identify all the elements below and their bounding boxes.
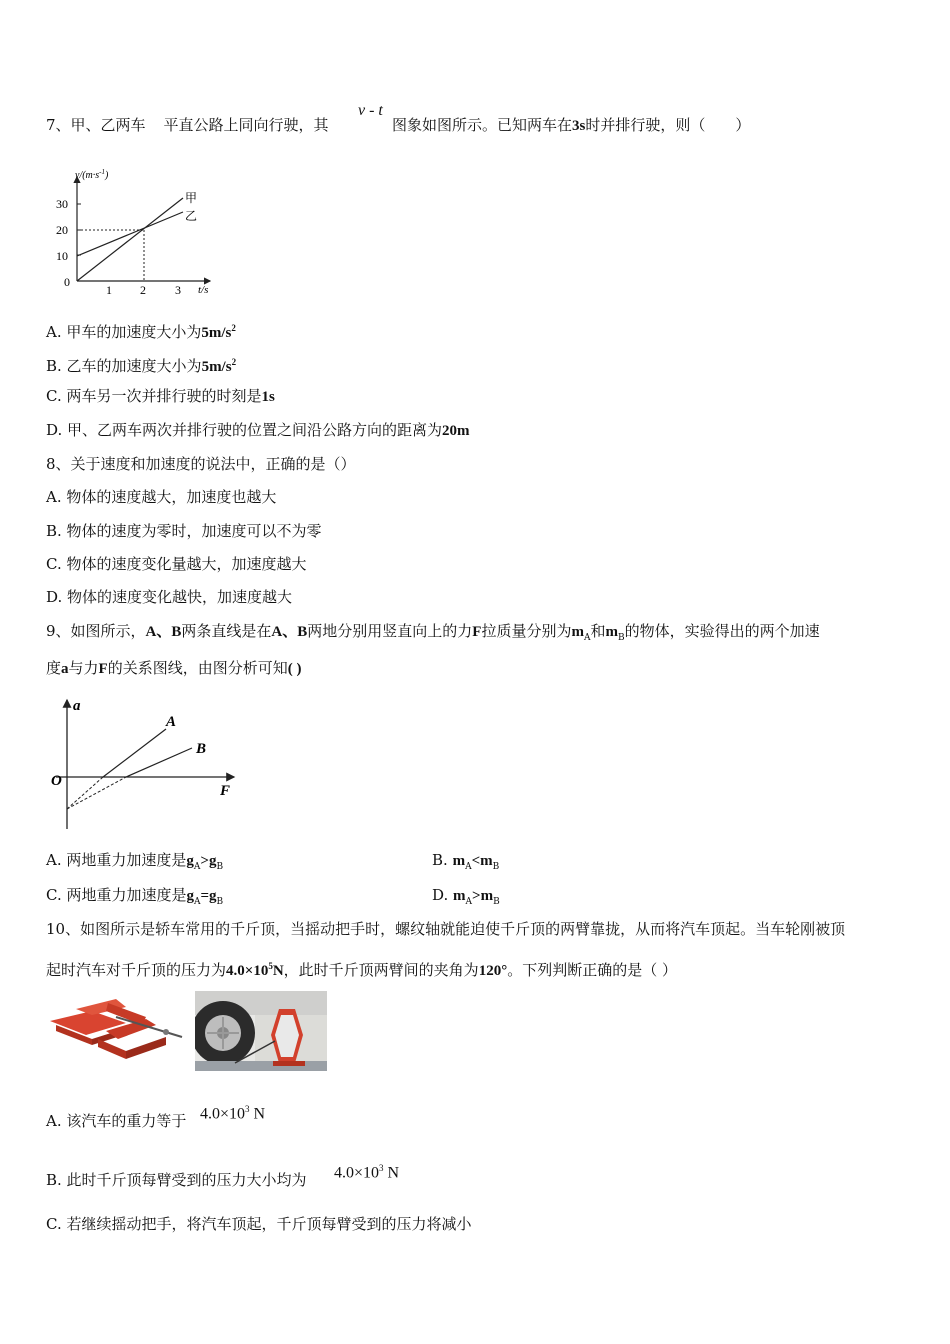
q8-option-a: A. 物体的速度越大，加速度也越大 bbox=[46, 488, 277, 506]
q7-line-jia bbox=[77, 198, 183, 281]
q7-vt-label: v - t bbox=[358, 102, 383, 119]
q9-line-b-dashed bbox=[67, 777, 126, 809]
q7-option-d: D. 甲、乙两车两次并排行驶的位置之间沿公路方向的距离为20m bbox=[46, 421, 470, 439]
q9-option-b: B. $m_A<m_B$ bbox=[432, 851, 500, 872]
q10-stem-line2: 起时汽车对千斤顶的压力为$4.0\times 10^5N$，此时千斤顶两臂间的夹角为120°。下列判断正确的是（ ） bbox=[46, 961, 677, 979]
q10-option-a: A. 该汽车的重力等于 bbox=[46, 1112, 187, 1130]
q7-ytick-20: 20 bbox=[56, 223, 68, 237]
q7-label-jia: 甲 bbox=[185, 191, 198, 205]
q9-stem-line1: 9、如图所示，A、B两条直线是在A、B两地分别用竖直向上的力F拉质量分别为$m_A$和$m_B$的物体，实验得出的两个加速 bbox=[46, 622, 820, 643]
q7-line-yi bbox=[77, 212, 183, 256]
q9-line-b-label: B bbox=[196, 741, 207, 757]
q9-option-a: A. 两地重力加速度是$g_A>g_B$ bbox=[46, 851, 224, 872]
q8-option-c: C. 物体的速度变化量越大，加速度越大 bbox=[46, 555, 307, 573]
q7-option-c: C. 两车另一次并排行驶的时刻是1s bbox=[46, 387, 275, 405]
q9-line-a-label: A bbox=[166, 714, 177, 730]
jack-photo bbox=[46, 995, 186, 1069]
q10-option-a-value: $4.0\times 10^3$ N bbox=[200, 1104, 266, 1123]
q9-line-a bbox=[103, 729, 166, 777]
q7-ytick-0: 0 bbox=[64, 275, 70, 289]
q9-line-a-dashed bbox=[67, 777, 103, 809]
q7-vt-graph bbox=[50, 163, 220, 307]
q7-ytick-30: 30 bbox=[56, 197, 68, 211]
q7-xtick-3: 3 bbox=[175, 283, 181, 297]
car-jack-photo bbox=[195, 991, 327, 1075]
q7-label-yi: 乙 bbox=[185, 209, 198, 223]
q7-y-label: $v/(m\cdot s^{-1})$ bbox=[75, 168, 109, 181]
q7-xtick-1: 1 bbox=[106, 283, 112, 297]
q9-option-c: C. 两地重力加速度是$g_A=g_B$ bbox=[46, 886, 224, 907]
q10-option-c: C. 若继续摇动把手，将汽车顶起，千斤顶每臂受到的压力将减小 bbox=[46, 1215, 472, 1233]
q7-ytick-10: 10 bbox=[56, 249, 68, 263]
q7-stem: 7、甲、乙两车 平直公路上同向行驶，其 bbox=[46, 116, 329, 134]
q9-stem-line2: 度a与力F的关系图线，由图分析可知( ) bbox=[46, 659, 302, 677]
q8-option-b: B. 物体的速度为零时，加速度可以不为零 bbox=[46, 522, 322, 540]
q7-option-a: A. 甲车的加速度大小为$5m/s^2$ bbox=[46, 323, 236, 341]
q7-x-label: t/s bbox=[198, 284, 209, 296]
q8-option-d: D. 物体的速度变化越快，加速度越大 bbox=[46, 588, 293, 606]
q10-stem-line1: 10、如图所示是轿车常用的千斤顶，当摇动把手时，螺纹轴就能迫使千斤顶的两臂靠拢，从而将汽车顶起。当车轮刚被顶 bbox=[46, 920, 846, 938]
q9-option-d: D. $m_A>m_B$ bbox=[432, 886, 500, 907]
q10-option-b-value: $4.0\times 10^3$ N bbox=[334, 1163, 400, 1182]
q8-stem: 8、关于速度和加速度的说法中，正确的是（） bbox=[46, 455, 356, 473]
q10-option-b: B. 此时千斤顶每臂受到的压力大小均为 bbox=[46, 1171, 307, 1189]
q7-xtick-2: 2 bbox=[140, 283, 146, 297]
q9-origin-label: O bbox=[51, 773, 62, 789]
q9-a-f-graph bbox=[46, 692, 246, 841]
q7-option-b: B. 乙车的加速度大小为$5m/s^2$ bbox=[46, 357, 237, 375]
q9-f-label: F bbox=[220, 783, 231, 799]
q9-a-label: a bbox=[73, 698, 81, 714]
q7-stem-2: 图象如图所示。已知两车在3s时并排行驶，则（ ） bbox=[392, 116, 751, 134]
